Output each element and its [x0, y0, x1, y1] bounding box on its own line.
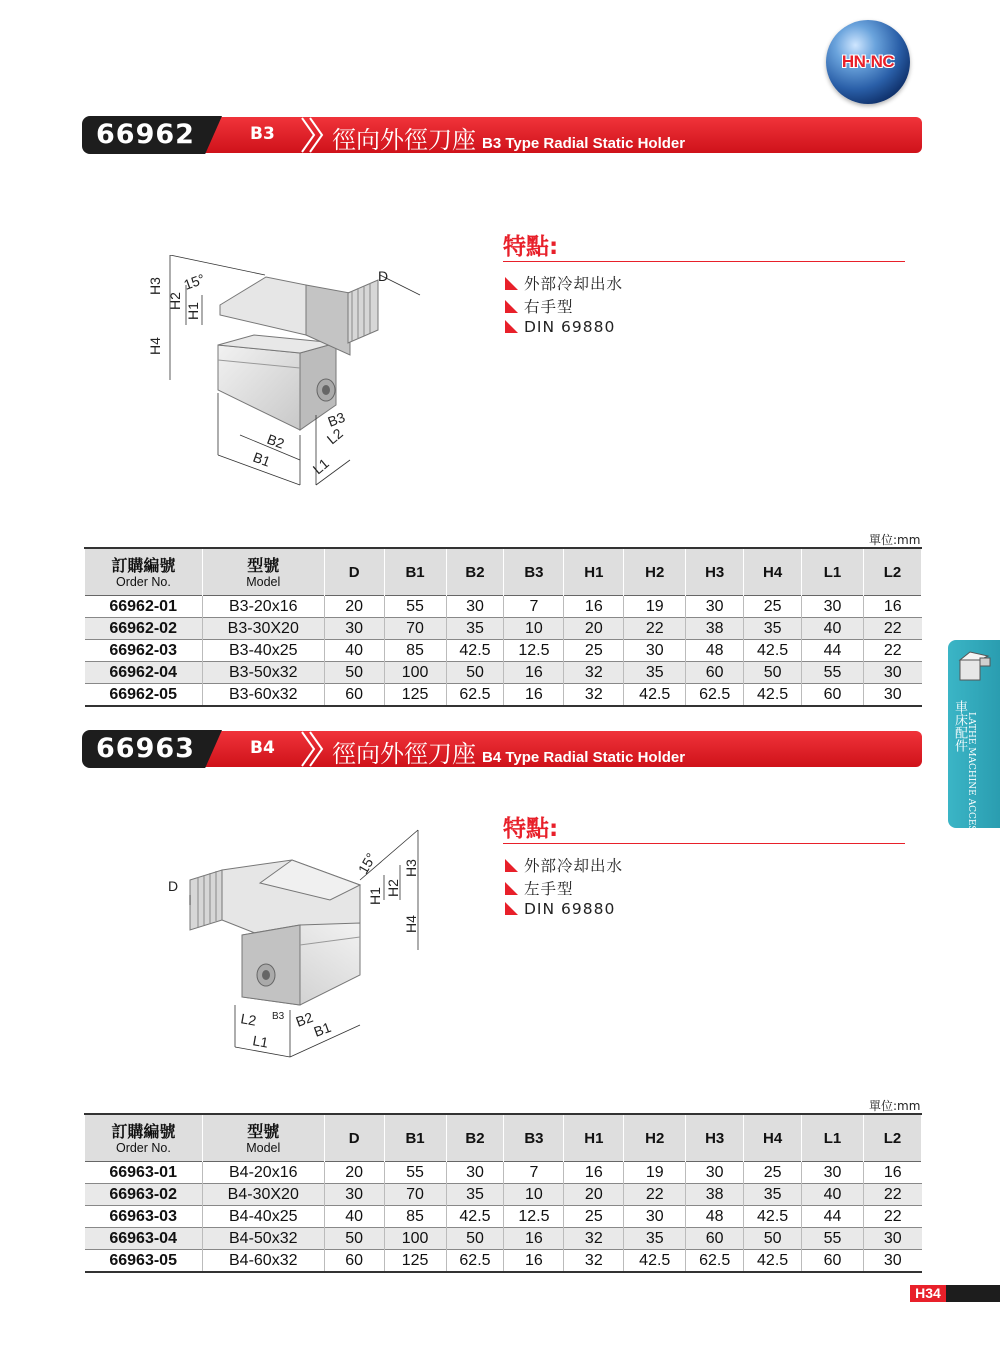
value-cell: 7: [504, 1162, 564, 1184]
value-cell: 10: [504, 618, 564, 640]
value-cell: 125: [384, 684, 446, 707]
col-h3: H3: [686, 548, 744, 596]
value-cell: 42.5: [624, 684, 686, 707]
value-cell: 35: [624, 662, 686, 684]
value-cell: 30: [863, 1228, 921, 1250]
value-cell: 42.5: [744, 640, 802, 662]
company-logo: [826, 20, 910, 104]
dim-label-h4: H4: [403, 915, 419, 933]
logo-text: HN·NC: [841, 52, 895, 71]
order-no-cell: 66962-01: [109, 597, 177, 615]
value-cell: 22: [863, 618, 921, 640]
value-cell: 30: [686, 1162, 744, 1184]
spec-table-66963: [84, 1113, 922, 1273]
value-cell: 44: [802, 1206, 864, 1228]
model-cell: B3-40x25: [202, 640, 324, 662]
value-cell: 35: [744, 618, 802, 640]
dim-label-h3: H3: [147, 277, 163, 295]
value-cell: 70: [384, 1184, 446, 1206]
section-title-en: B4 Type Radial Static Holder: [482, 749, 686, 766]
value-cell: 30: [446, 596, 504, 618]
value-cell: 42.5: [624, 1250, 686, 1273]
dim-label-b1: B1: [250, 448, 273, 470]
value-cell: 48: [686, 1206, 744, 1228]
model-cell: B3-50x32: [202, 662, 324, 684]
side-tab-label-en: LATHE MACHINE ACCESSORIES: [966, 712, 976, 869]
col-model: 型號 Model: [202, 1114, 324, 1162]
value-cell: 16: [863, 596, 921, 618]
triangle-bullet-icon: [505, 277, 518, 290]
value-cell: 22: [863, 640, 921, 662]
value-cell: 19: [624, 596, 686, 618]
value-cell: 38: [686, 618, 744, 640]
order-no-cell: 66963-02: [85, 1184, 203, 1206]
value-cell: 20: [564, 1184, 624, 1206]
col-l2: L2: [863, 1114, 921, 1162]
side-tab-lathe-accessories[interactable]: [948, 640, 1000, 869]
col-d: D: [324, 1114, 384, 1162]
section-title-cn: 徑向外徑刀座: [332, 740, 476, 768]
dim-label-d: D: [168, 878, 179, 894]
triangle-bullet-icon: [505, 859, 518, 872]
value-cell: 16: [504, 684, 564, 707]
model-cell: B4-50x32: [202, 1228, 324, 1250]
value-cell: 20: [324, 1162, 384, 1184]
col-l2: L2: [863, 548, 921, 596]
order-no-cell: 66963-04: [85, 1228, 203, 1250]
table-row: [85, 1184, 922, 1206]
value-cell: 50: [446, 662, 504, 684]
unit-label: 單位:mm: [869, 1099, 921, 1113]
table-row: [85, 1250, 922, 1273]
dim-label-b1: B1: [311, 1018, 334, 1040]
value-cell: 10: [504, 1184, 564, 1206]
value-cell: 40: [802, 618, 864, 640]
value-cell: 70: [384, 618, 446, 640]
value-cell: 50: [324, 662, 384, 684]
table-header-row: [85, 1114, 922, 1162]
model-cell: B4-60x32: [202, 1250, 324, 1273]
col-l1: L1: [802, 548, 864, 596]
value-cell: 85: [384, 1206, 446, 1228]
value-cell: 16: [564, 1162, 624, 1184]
dim-label-angle: 15°: [354, 850, 380, 877]
value-cell: 30: [624, 640, 686, 662]
value-cell: 100: [384, 662, 446, 684]
b4-holder-drawing: [160, 825, 440, 1060]
value-cell: 48: [686, 640, 744, 662]
chevron-right-icon: [300, 116, 326, 154]
b3-holder-drawing: [140, 255, 440, 495]
table-row: [85, 1162, 922, 1184]
col-order-no: 訂購編號 Order No.: [85, 548, 203, 596]
value-cell: 42.5: [744, 684, 802, 707]
value-cell: 40: [324, 1206, 384, 1228]
value-cell: 7: [504, 596, 564, 618]
value-cell: 25: [744, 596, 802, 618]
value-cell: 30: [324, 1184, 384, 1206]
col-b2: B2: [446, 1114, 504, 1162]
col-b1: B1: [384, 548, 446, 596]
value-cell: 16: [564, 596, 624, 618]
value-cell: 60: [324, 684, 384, 707]
col-b2: B2: [446, 548, 504, 596]
value-cell: 35: [446, 1184, 504, 1206]
tool-holder-icon: [954, 646, 994, 686]
value-cell: 85: [384, 640, 446, 662]
order-no-cell: 66962-05: [109, 685, 177, 703]
table-row: [85, 662, 922, 684]
dim-label-b2: B2: [293, 1008, 316, 1030]
value-cell: 62.5: [686, 1250, 744, 1273]
order-no-cell: 66962-02: [85, 618, 203, 640]
section-code: 66962: [96, 119, 195, 150]
page-number-label: H34: [910, 1285, 946, 1302]
value-cell: 25: [564, 1206, 624, 1228]
table-row: [85, 640, 922, 662]
section-type: B3: [250, 124, 275, 144]
feature-item: 外部冷却出水: [505, 854, 623, 876]
value-cell: 35: [744, 1184, 802, 1206]
features-divider: [503, 261, 905, 262]
value-cell: 42.5: [744, 1206, 802, 1228]
value-cell: 50: [744, 662, 802, 684]
col-model: 型號 Model: [202, 548, 324, 596]
value-cell: 30: [802, 596, 864, 618]
dim-label-h3: H3: [403, 859, 419, 877]
col-h1: H1: [564, 1114, 624, 1162]
value-cell: 32: [564, 684, 624, 707]
col-b3: B3: [504, 548, 564, 596]
spec-table-66962: [84, 547, 922, 707]
value-cell: 30: [324, 618, 384, 640]
value-cell: 30: [624, 1206, 686, 1228]
table-row: [85, 596, 922, 618]
value-cell: 22: [624, 618, 686, 640]
page-number: [910, 1285, 1000, 1302]
value-cell: 40: [802, 1184, 864, 1206]
order-no-cell: 66963-05: [109, 1251, 177, 1269]
section-title-en: B3 Type Radial Static Holder: [482, 135, 686, 152]
value-cell: 30: [863, 1250, 921, 1273]
feature-item: 左手型: [505, 877, 574, 899]
value-cell: 30: [863, 662, 921, 684]
value-cell: 55: [384, 596, 446, 618]
features-title: 特點:: [503, 234, 559, 260]
value-cell: 42.5: [446, 640, 504, 662]
value-cell: 16: [504, 662, 564, 684]
value-cell: 16: [863, 1162, 921, 1184]
unit-label: 單位:mm: [869, 533, 921, 547]
section-title: [332, 120, 685, 155]
order-no-cell: 66962-03: [109, 641, 177, 659]
triangle-bullet-icon: [505, 902, 518, 915]
table-header-row: [85, 548, 922, 596]
model-cell: B3-30X20: [202, 618, 324, 640]
col-d: D: [324, 548, 384, 596]
dim-label-l1: L1: [251, 1032, 270, 1051]
value-cell: 30: [802, 1162, 864, 1184]
value-cell: 16: [504, 1228, 564, 1250]
value-cell: 125: [384, 1250, 446, 1273]
side-tab-label-cn: 車床配件: [952, 700, 967, 752]
section-code: 66963: [96, 733, 195, 764]
value-cell: 19: [624, 1162, 686, 1184]
value-cell: 62.5: [686, 684, 744, 707]
section-title-cn: 徑向外徑刀座: [332, 126, 476, 154]
dim-label-h4: H4: [147, 337, 163, 355]
value-cell: 55: [384, 1162, 446, 1184]
table-row: [85, 1228, 922, 1250]
dim-label-b2: B2: [264, 430, 287, 452]
model-cell: B3-20x16: [202, 596, 324, 618]
value-cell: 22: [863, 1206, 921, 1228]
col-l1: L1: [802, 1114, 864, 1162]
value-cell: 50: [446, 1228, 504, 1250]
col-b3: B3: [504, 1114, 564, 1162]
value-cell: 30: [863, 684, 921, 707]
feature-item: DIN 69880: [505, 900, 615, 918]
value-cell: 50: [744, 1228, 802, 1250]
value-cell: 42.5: [446, 1206, 504, 1228]
dim-label-b3: B3: [325, 408, 348, 430]
model-cell: B4-30X20: [202, 1184, 324, 1206]
value-cell: 30: [686, 596, 744, 618]
features-title: 特點:: [503, 816, 559, 842]
table-row: [85, 1206, 922, 1228]
value-cell: 12.5: [504, 640, 564, 662]
col-order-no: 訂購編號 Order No.: [85, 1114, 203, 1162]
value-cell: 40: [324, 640, 384, 662]
value-cell: 100: [384, 1228, 446, 1250]
value-cell: 32: [564, 662, 624, 684]
col-h1: H1: [564, 548, 624, 596]
value-cell: 50: [324, 1228, 384, 1250]
model-cell: B4-20x16: [202, 1162, 324, 1184]
dim-label-h2: H2: [385, 879, 401, 897]
value-cell: 22: [863, 1184, 921, 1206]
dim-label-l2: L2: [239, 1010, 258, 1029]
value-cell: 55: [802, 1228, 864, 1250]
triangle-bullet-icon: [505, 300, 518, 313]
section-title: [332, 734, 685, 769]
value-cell: 60: [802, 684, 864, 707]
dim-label-angle: 15°: [181, 270, 207, 293]
value-cell: 12.5: [504, 1206, 564, 1228]
value-cell: 25: [744, 1162, 802, 1184]
value-cell: 42.5: [744, 1250, 802, 1273]
value-cell: 32: [564, 1228, 624, 1250]
col-h4: H4: [744, 548, 802, 596]
order-no-cell: 66962-04: [85, 662, 203, 684]
order-no-cell: 66963-03: [109, 1207, 177, 1225]
value-cell: 60: [686, 662, 744, 684]
value-cell: 55: [802, 662, 864, 684]
section-header-66963: [82, 730, 922, 768]
feature-item: 右手型: [505, 295, 574, 317]
value-cell: 25: [564, 640, 624, 662]
value-cell: 62.5: [446, 684, 504, 707]
value-cell: 44: [802, 640, 864, 662]
model-cell: B4-40x25: [202, 1206, 324, 1228]
value-cell: 60: [802, 1250, 864, 1273]
col-h3: H3: [686, 1114, 744, 1162]
features-divider: [503, 843, 905, 844]
feature-item: DIN 69880: [505, 318, 615, 336]
col-h2: H2: [624, 548, 686, 596]
feature-item: 外部冷却出水: [505, 272, 623, 294]
order-no-cell: 66963-01: [109, 1163, 177, 1181]
dim-label-h2: H2: [167, 292, 183, 310]
value-cell: 60: [686, 1228, 744, 1250]
col-b1: B1: [384, 1114, 446, 1162]
dim-label-l2: L2: [323, 425, 346, 448]
value-cell: 35: [446, 618, 504, 640]
value-cell: 20: [564, 618, 624, 640]
dim-label-h1: H1: [367, 887, 383, 905]
dim-label-b3: B3: [272, 1011, 285, 1022]
value-cell: 30: [446, 1162, 504, 1184]
table-row: [85, 618, 922, 640]
table-row: [85, 684, 922, 707]
section-header-66962: [82, 116, 922, 154]
chevron-right-icon: [300, 730, 326, 768]
value-cell: 16: [504, 1250, 564, 1273]
dim-label-h1: H1: [185, 302, 201, 320]
value-cell: 32: [564, 1250, 624, 1273]
section-type: B4: [250, 738, 275, 758]
value-cell: 20: [324, 596, 384, 618]
value-cell: 22: [624, 1184, 686, 1206]
value-cell: 60: [324, 1250, 384, 1273]
col-h2: H2: [624, 1114, 686, 1162]
value-cell: 62.5: [446, 1250, 504, 1273]
triangle-bullet-icon: [505, 320, 518, 333]
dim-label-l1: L1: [309, 455, 332, 478]
col-h4: H4: [744, 1114, 802, 1162]
dim-label-d: D: [378, 268, 389, 284]
triangle-bullet-icon: [505, 882, 518, 895]
model-cell: B3-60x32: [202, 684, 324, 707]
value-cell: 38: [686, 1184, 744, 1206]
value-cell: 35: [624, 1228, 686, 1250]
